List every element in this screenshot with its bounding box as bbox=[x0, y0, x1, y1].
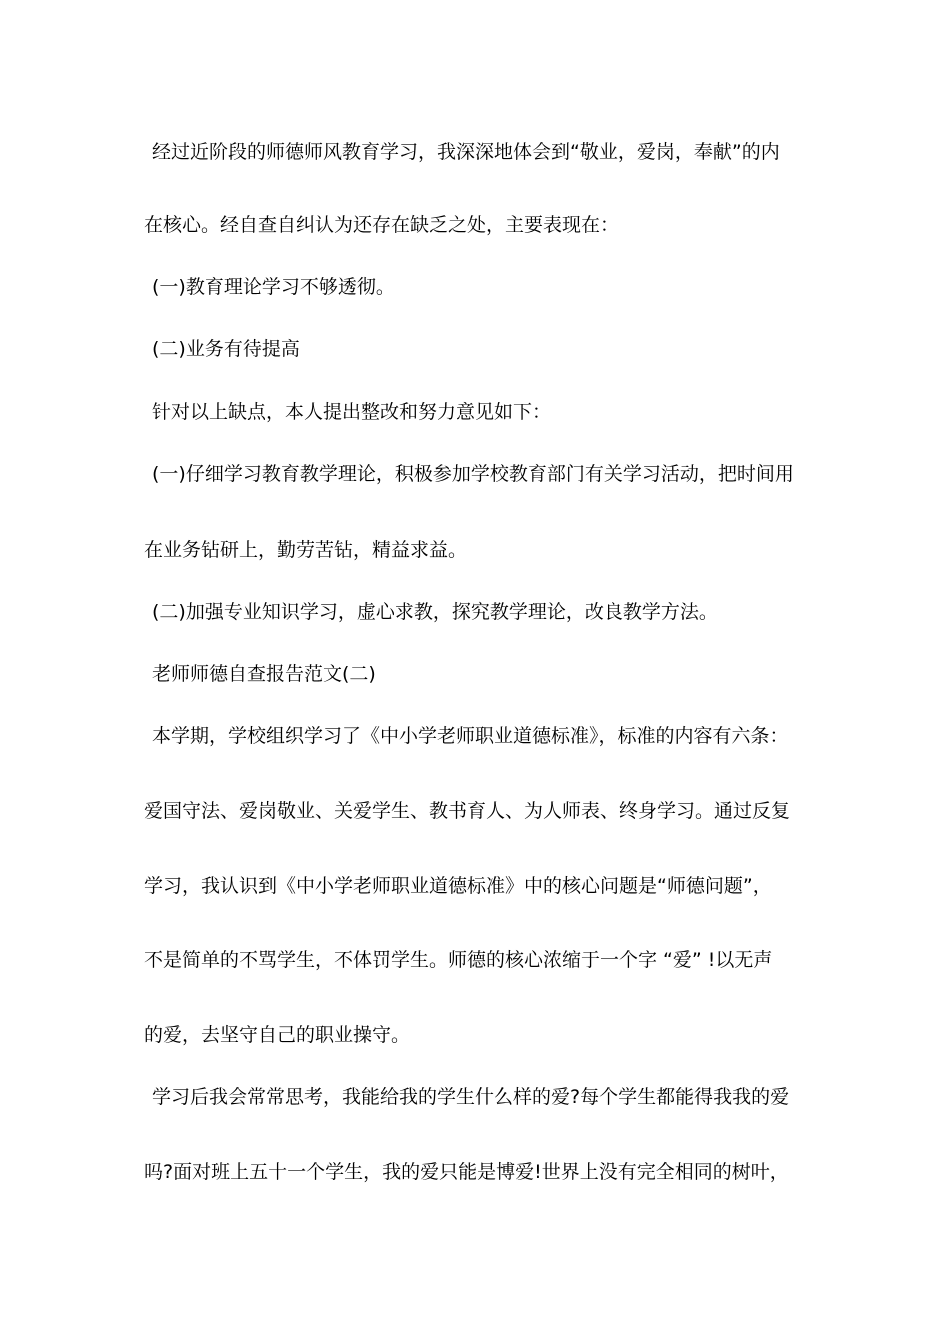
paragraph-line: 的爱，去坚守自己的职业操守。 bbox=[144, 1024, 411, 1046]
section-title: 老师师德自查报告范文(二) bbox=[152, 663, 376, 685]
paragraph-line: 吗?面对班上五十一个学生，我的爱只能是博爱!世界上没有完全相同的树叶， bbox=[144, 1161, 789, 1183]
paragraph-line: 针对以上缺点，本人提出整改和努力意见如下： bbox=[152, 401, 552, 423]
paragraph-line: 在业务钻研上，勤劳苦钻，精益求益。 bbox=[144, 539, 468, 561]
paragraph-line: 本学期，学校组织学习了《中小学老师职业道德标准》，标准的内容有六条： bbox=[152, 725, 789, 747]
paragraph-line: 爱国守法、爱岗敬业、关爱学生、教书育人、为人师表、终身学习。通过反复 bbox=[144, 800, 791, 822]
paragraph-line: 学习后我会常常思考，我能给我的学生什么样的爱?每个学生都能得我我的爱 bbox=[152, 1086, 790, 1108]
paragraph-line: 学习，我认识到《中小学老师职业道德标准》中的核心问题是“师德问题”， bbox=[144, 875, 772, 897]
paragraph-line: 经过近阶段的师德师风教育学习，我深深地体会到“敬业，爱岗，奉献”的内 bbox=[152, 141, 780, 163]
list-item: (一)仔细学习教育教学理论，积极参加学校教育部门有关学习活动，把时间用 bbox=[152, 463, 794, 485]
list-item: (二)加强专业知识学习，虚心求教，探究教学理论，改良教学方法。 bbox=[152, 601, 718, 623]
paragraph-line: 在核心。经自查自纠认为还存在缺乏之处，主要表现在： bbox=[144, 214, 620, 236]
list-item: (二)业务有待提高 bbox=[152, 338, 300, 360]
list-item: (一)教育理论学习不够透彻。 bbox=[152, 276, 395, 298]
paragraph-line: 不是简单的不骂学生，不体罚学生。师德的核心浓缩于一个字 “爱” !以无声 bbox=[144, 949, 773, 971]
